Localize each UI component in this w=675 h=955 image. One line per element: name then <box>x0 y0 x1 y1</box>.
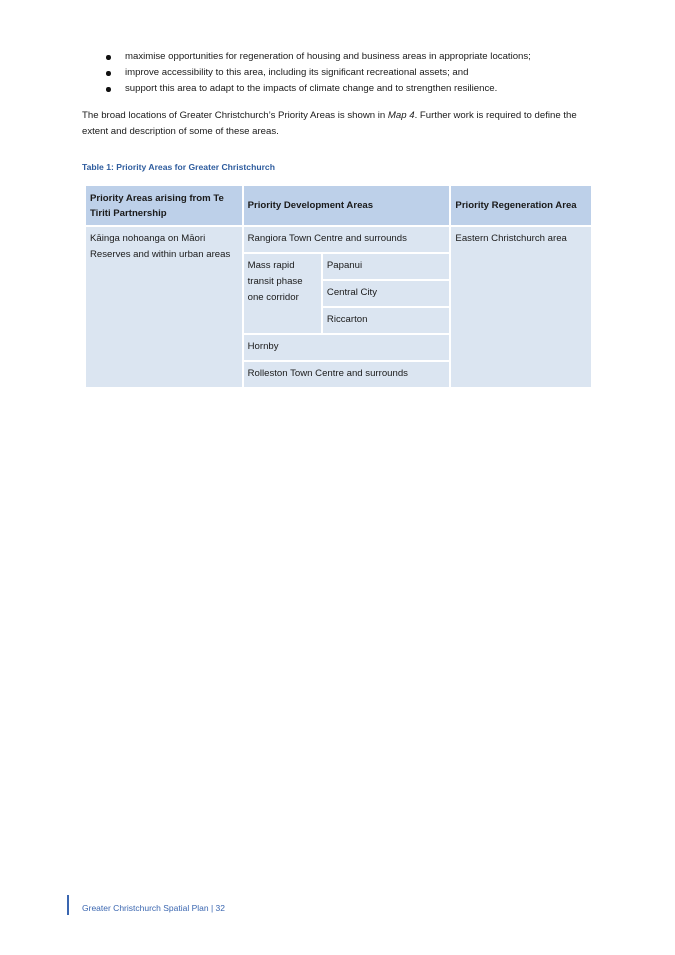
table-caption: Table 1: Priority Areas for Greater Christchurch <box>82 162 275 172</box>
cell-hornby: Hornby <box>244 335 450 360</box>
cell-corridor-area: Papanui <box>323 254 450 279</box>
page-footer: Greater Christchurch Spatial Plan | 32 <box>82 903 225 913</box>
cell-corridor-area: Riccarton <box>323 308 450 333</box>
bullet-list <box>104 49 531 98</box>
priority-areas-table <box>84 184 593 389</box>
bullet-item: maximise opportunities for regeneration of housing and business areas in appropriate locations; <box>104 49 531 65</box>
cell-te-tiriti-area: Kāinga nohoanga on Māori Reserves and within urban areas <box>86 227 242 387</box>
header-development: Priority Development Areas <box>244 186 450 225</box>
header-te-tiriti: Priority Areas arising from Te Tiriti Partnership <box>86 186 242 225</box>
cell-rangiora: Rangiora Town Centre and surrounds <box>244 227 450 252</box>
paragraph-text: . Further work is required to define the extent and description of some of these areas. <box>82 110 577 137</box>
body-paragraph <box>82 108 582 140</box>
cell-corridor-label: Mass rapid transit phase one corridor <box>244 254 321 333</box>
paragraph-text: The broad locations of Greater Christchurch’s Priority Areas is shown in <box>82 110 388 121</box>
cell-regeneration-area: Eastern Christchurch area <box>451 227 591 387</box>
footer-accent-bar <box>67 895 69 915</box>
cell-rolleston: Rolleston Town Centre and surrounds <box>244 362 450 387</box>
bullet-item: improve accessibility to this area, including its significant recreational assets; and <box>104 65 531 81</box>
table-header-row <box>86 186 591 225</box>
map-reference: Map 4 <box>387 110 415 121</box>
header-regeneration: Priority Regeneration Area <box>451 186 591 225</box>
cell-corridor-area: Central City <box>323 281 450 306</box>
bullet-item: support this area to adapt to the impacts of climate change and to strengthen resilience. <box>104 81 531 97</box>
table-row <box>86 227 591 252</box>
